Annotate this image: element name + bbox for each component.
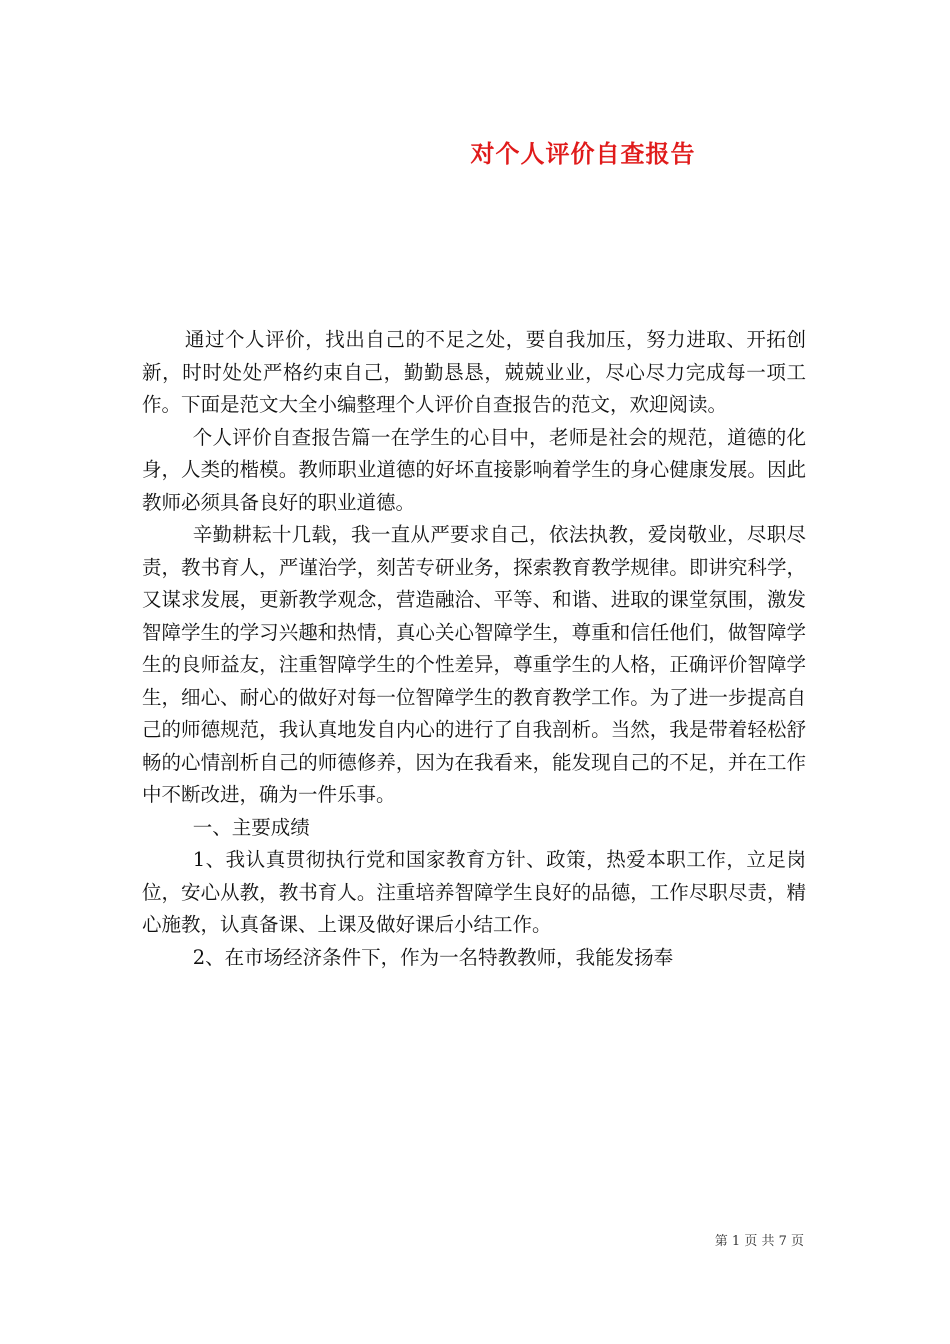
paragraph-intro: 通过个人评价，找出自己的不足之处，要自我加压，努力进取、开拓创新，时时处处严格约束自己，勤勤恳恳，兢兢业业，尽心尽力完成每一项工作。下面是范文大全小编整理个人评价自查报告的范文，欢迎阅读。 (142, 328, 806, 416)
paragraph-achievement-one: 1、我认真贯彻执行党和国家教育方针、政策，热爱本职工作，立足岗位，安心从教，教书育人。注重培养智障学生良好的品德，工作尽职尽责，精心施教，认真备课、上课及做好课后小结工作。 (142, 848, 806, 936)
document-title: 对个人评价自查报告 (470, 139, 696, 168)
page-number-footer: 第 1 页 共 7 页 (714, 1234, 804, 1249)
document-body (142, 324, 806, 974)
section-heading-main-achievements: 一、主要成绩 (192, 815, 310, 839)
paragraph-report-one: 个人评价自查报告篇一在学生的心目中，老师是社会的规范，道德的化身，人类的楷模。教师职业道德的好坏直接影响着学生的身心健康发展。因此教师必须具备良好的职业道德。 (142, 425, 806, 514)
paragraph-self-analysis: 辛勤耕耘十几载，我一直从严要求自己，依法执教，爱岗敬业，尽职尽责，教书育人，严谨治学，刻苦专研业务，探索教育教学规律。即讲究科学，又谋求发展，更新教学观念，营造融洽、平等、和谐、进取的课堂氛围，激发智障学生的学习兴趣和热情，真心关心智障学生，尊重和信任他们，做智障学生的良师益友，注重智障学生的个性差异，尊重学生的人格，正确评价智障学生，细心、耐心的做好对每一位智障学生的教育教学工作。为了进一步提高自己的师德规范，我认真地发自内心的进行了自我剖析。当然，我是带着轻松舒畅的心情剖析自己的师德修养，因为在我看来，能发现自己的不足，并在工作中不断改进，确为一件乐事。 (142, 523, 806, 806)
paragraph-achievement-two: 2、在市场经济条件下，作为一名特教教师，我能发扬奉 (192, 945, 674, 969)
